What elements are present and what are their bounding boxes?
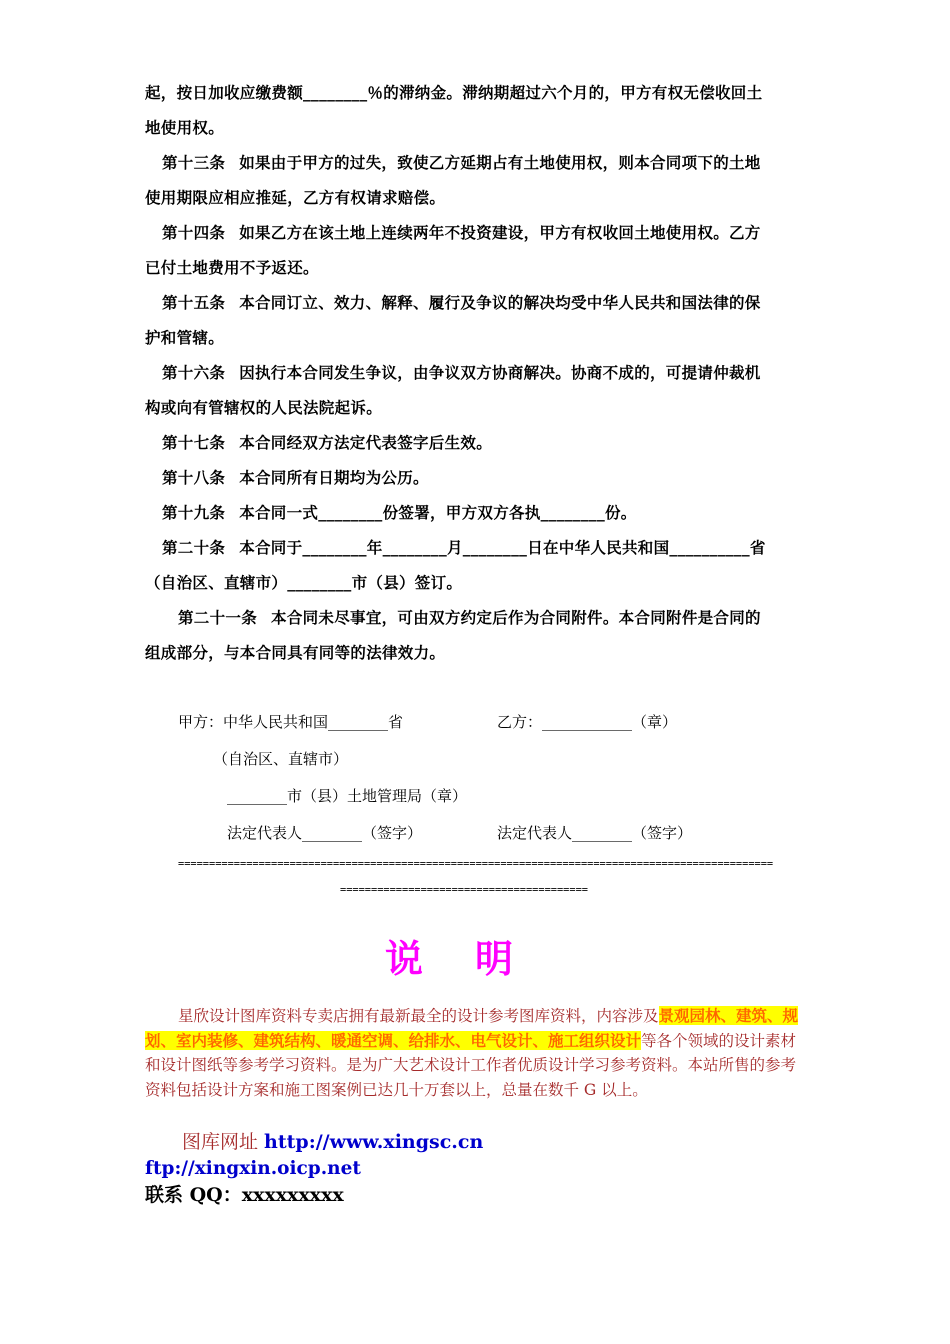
article-16: 第十六条 因执行本合同发生争议，由争议双方协商解决。协商不成的，可提请仲裁机 构或向有管辖权的人民法院起诉。 [145,364,761,417]
qq-number: xxxxxxxxx [241,1184,344,1206]
contract-body [145,76,807,671]
article-label: 第十五条 [162,294,226,312]
article-label: 第十七条 [162,434,226,452]
article-label: 第二十条 [162,539,226,557]
separator-line-short: ======================================== [340,884,588,896]
ftp-link[interactable]: ftp://xingxin.oicp.net [145,1158,361,1179]
article-label: 第十四条 [162,224,226,242]
article-21: 第二十一条 本合同未尽事宜，可由双方约定后作为合同附件。本合同附件是合同的 组成部分，与本合同具有同等的法律效力。 [145,609,761,662]
article-17: 第十七条 本合同经双方法定代表签字后生效。 [162,434,493,452]
qq-label: 联系 QQ： [145,1184,242,1206]
party-b-representative: 法定代表人________（签字） [497,824,693,842]
signature-block [145,704,807,852]
article-15: 第十五条 本合同订立、效力、解释、履行及争议的解决均受中华人民共和国法律的保 护和管辖。 [145,294,761,347]
article-14: 第十四条 如果乙方在该土地上连续两年不投资建设，甲方有权收回土地使用权。乙方 已付土地费用不予返还。 [145,224,761,277]
url-label: 图库网址 [182,1131,265,1153]
clause-12-continuation: 起，按日加收应缴费额________％的滞纳金。滞纳期超过六个月的，甲方有权无偿收回土 地使用权。 [145,84,763,137]
party-b-line: 乙方：____________（章） [497,713,678,731]
contact-links [145,1128,483,1208]
article-18: 第十八条 本合同所有日期均为公历。 [162,469,429,487]
article-20: 第二十条 本合同于________年________月________日在中华人民共和国__________省 （自治区、直辖市）________市（县）签订。 [145,539,766,592]
article-label: 第十九条 [162,504,226,522]
article-label: 第十三条 [162,154,226,172]
party-a-line: 甲方：中华人民共和国________省 [178,713,404,731]
article-label: 第二十一条 [178,609,258,627]
article-label: 第十六条 [162,364,226,382]
party-a-representative: 法定代表人________（签字） [227,824,423,842]
separator-line: ================================================================================================ [178,858,774,870]
article-19: 第十九条 本合同一式________份签署，甲方双方各执________份。 [162,504,637,522]
party-a-bureau: ________市（县）土地管理局（章） [227,787,468,805]
notice-description: 星欣设计图库资料专卖店拥有最新最全的设计参考图库资料，内容涉及景观园林、建筑、规划、室内装修、建筑结构、暖通空调、给排水、电气设计、施工组织设计等各个领域的设计素材和设计图纸等参考学习资料。是为广大艺术设计工作者优质设计学习参考资料。本站所售的参考资料包括设计方案和施工图案例已达几十万套以上，总量在数千 G 以上。 [145,1006,799,1099]
article-label: 第十八条 [162,469,226,487]
notice-title: 说明 [384,937,565,981]
website-link[interactable]: http://www.xingsc.cn [264,1131,484,1153]
highlighted-categories: 景观园林、建筑、规划、室内装修、建筑结构、暖通空调、给排水、电气设计、施工组织设计 [145,1006,799,1050]
party-a-region: （自治区、直辖市） [213,750,349,768]
article-13: 第十三条 如果由于甲方的过失，致使乙方延期占有土地使用权，则本合同项下的土地 使用期限应相应推延，乙方有权请求赔偿。 [145,154,761,207]
